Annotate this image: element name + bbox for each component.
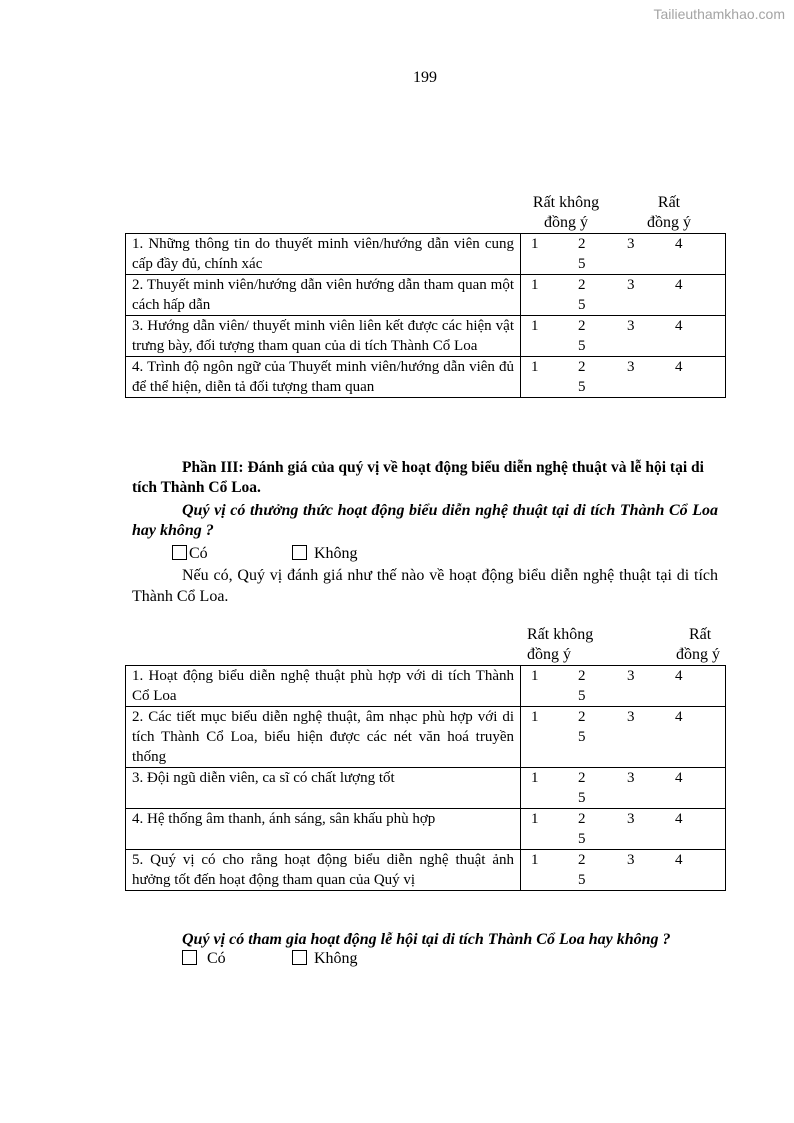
criterion-text: 4. Trình độ ngôn ngữ của Thuyết minh viên/hướng dẫn viên đủ để thể hiện, diễn tả đối tượng tham quan (126, 357, 521, 397)
rating-option-3: 3 (627, 318, 635, 334)
table1-scale-high-label (629, 193, 709, 232)
rating-option-4: 4 (675, 668, 683, 684)
rating-option-2: 2 (578, 318, 586, 334)
rating-option-3: 3 (627, 236, 635, 252)
criterion-text: 4. Hệ thống âm thanh, ánh sáng, sân khấu phù hợp (126, 809, 521, 849)
performance-rating-table (125, 665, 726, 891)
rating-option-2: 2 (578, 277, 586, 293)
rating-option-5: 5 (578, 729, 586, 745)
rating-scale-cell (521, 666, 725, 706)
rating-option-2: 2 (578, 668, 586, 684)
table2-scale-high-line1: Rất (689, 626, 712, 643)
festival-option-yes[interactable] (182, 949, 226, 969)
watermark: Tailieuthamkhao.com (653, 6, 785, 22)
rating-option-4: 4 (675, 277, 683, 293)
criterion-text: 2. Các tiết mục biểu diễn nghệ thuật, âm nhạc phù hợp với di tích Thành Cổ Loa, biểu hiện được các nét văn hoá truyền thống (126, 707, 521, 767)
rating-option-5: 5 (578, 831, 586, 847)
rating-option-3: 3 (627, 770, 635, 786)
rating-option-1: 1 (531, 277, 539, 293)
rating-scale-cell (521, 768, 725, 808)
option-no-label: Không (314, 950, 358, 967)
performance-option-no[interactable] (292, 544, 358, 564)
rating-option-5: 5 (578, 256, 586, 272)
table-row (126, 767, 725, 808)
criterion-text: 5. Quý vị có cho rằng hoạt động biểu diễn nghệ thuật ảnh hưởng tốt đến hoạt động tham quan của Quý vị (126, 850, 521, 890)
option-yes-label: Có (189, 545, 208, 562)
rating-option-2: 2 (578, 852, 586, 868)
table2-scale-high-label (676, 625, 720, 664)
rating-scale-cell (521, 809, 725, 849)
table-row (126, 808, 725, 849)
rating-option-5: 5 (578, 338, 586, 354)
rating-option-1: 1 (531, 236, 539, 252)
rating-option-3: 3 (627, 709, 635, 725)
criterion-text: 2. Thuyết minh viên/hướng dẫn viên hướng dẫn tham quan một cách hấp dẫn (126, 275, 521, 315)
festival-question: Quý vị có tham gia hoạt động lễ hội tại di tích Thành Cổ Loa hay không ? (182, 931, 671, 948)
performance-question: Quý vị có thưởng thức hoạt động biểu diễn nghệ thuật tại di tích Thành Cổ Loa hay không ? (132, 502, 718, 539)
rating-scale-cell (521, 275, 725, 315)
section-heading: Phần III: Đánh giá của quý vị về hoạt động biểu diễn nghệ thuật và lễ hội tại di tích Thành Cổ Loa. (132, 459, 704, 496)
rating-option-3: 3 (627, 811, 635, 827)
table-row (126, 315, 725, 356)
rating-option-4: 4 (675, 709, 683, 725)
rating-scale-cell (521, 850, 725, 890)
rating-option-1: 1 (531, 811, 539, 827)
rating-option-5: 5 (578, 872, 586, 888)
table-row (126, 274, 725, 315)
table-row (126, 234, 725, 274)
rating-option-5: 5 (578, 790, 586, 806)
checkbox-yes[interactable] (182, 950, 197, 965)
criterion-text: 1. Hoạt động biểu diễn nghệ thuật phù hợp với di tích Thành Cổ Loa (126, 666, 521, 706)
rating-option-1: 1 (531, 359, 539, 375)
checkbox-no[interactable] (292, 545, 307, 560)
rating-scale-cell (521, 357, 725, 397)
rating-option-4: 4 (675, 852, 683, 868)
rating-option-4: 4 (675, 318, 683, 334)
checkbox-no[interactable] (292, 950, 307, 965)
rating-option-1: 1 (531, 318, 539, 334)
rating-option-3: 3 (627, 668, 635, 684)
page-number: 199 (413, 69, 437, 86)
rating-option-5: 5 (578, 297, 586, 313)
table1-scale-low-line1: Rất không (532, 194, 600, 211)
rating-option-3: 3 (627, 359, 635, 375)
rating-option-1: 1 (531, 668, 539, 684)
table2-scale-low-line2: đồng ý (527, 645, 571, 663)
rating-option-1: 1 (531, 770, 539, 786)
rating-option-2: 2 (578, 236, 586, 252)
guide-rating-table (125, 233, 726, 398)
rating-option-3: 3 (627, 852, 635, 868)
rating-option-4: 4 (675, 811, 683, 827)
table2-scale-low-line1: Rất không (527, 626, 594, 643)
table1-scale-high-line2: đồng ý (647, 213, 691, 231)
option-no-label: Không (314, 545, 358, 562)
rating-option-3: 3 (627, 277, 635, 293)
rating-option-4: 4 (675, 359, 683, 375)
rating-scale-cell (521, 234, 725, 274)
rating-option-5: 5 (578, 688, 586, 704)
table-row (126, 706, 725, 767)
option-yes-label: Có (207, 950, 226, 967)
table-row (126, 356, 725, 397)
rating-option-2: 2 (578, 709, 586, 725)
festival-option-no[interactable] (292, 949, 358, 969)
rating-scale-cell (521, 316, 725, 356)
rating-scale-cell (521, 707, 725, 767)
table2-scale-low-label (527, 625, 593, 664)
rating-option-1: 1 (531, 852, 539, 868)
criterion-text: 3. Hướng dẫn viên/ thuyết minh viên liên kết được các hiện vật trưng bày, đối tượng tham quan của di tích Thành Cổ Loa (126, 316, 521, 356)
rating-option-5: 5 (578, 379, 586, 395)
table2-scale-high-line2: đồng ý (676, 645, 720, 663)
criterion-text: 3. Đội ngũ diễn viên, ca sĩ có chất lượng tốt (126, 768, 521, 808)
table1-scale-low-line2: đồng ý (544, 213, 588, 231)
performance-option-yes[interactable] (172, 544, 208, 564)
checkbox-yes[interactable] (172, 545, 187, 560)
table-row (126, 666, 725, 706)
rating-option-2: 2 (578, 359, 586, 375)
rating-option-4: 4 (675, 770, 683, 786)
rating-option-2: 2 (578, 811, 586, 827)
table1-scale-high-line1: Rất (657, 194, 681, 211)
rating-option-2: 2 (578, 770, 586, 786)
table1-scale-low-label (526, 193, 606, 232)
rating-option-4: 4 (675, 236, 683, 252)
rating-option-1: 1 (531, 709, 539, 725)
followup-instruction: Nếu có, Quý vị đánh giá như thế nào về hoạt động biểu diễn nghệ thuật tại di tích Thành Cổ Loa. (132, 567, 718, 605)
criterion-text: 1. Những thông tin do thuyết minh viên/hướng dẫn viên cung cấp đầy đủ, chính xác (126, 234, 521, 274)
table-row (126, 849, 725, 890)
